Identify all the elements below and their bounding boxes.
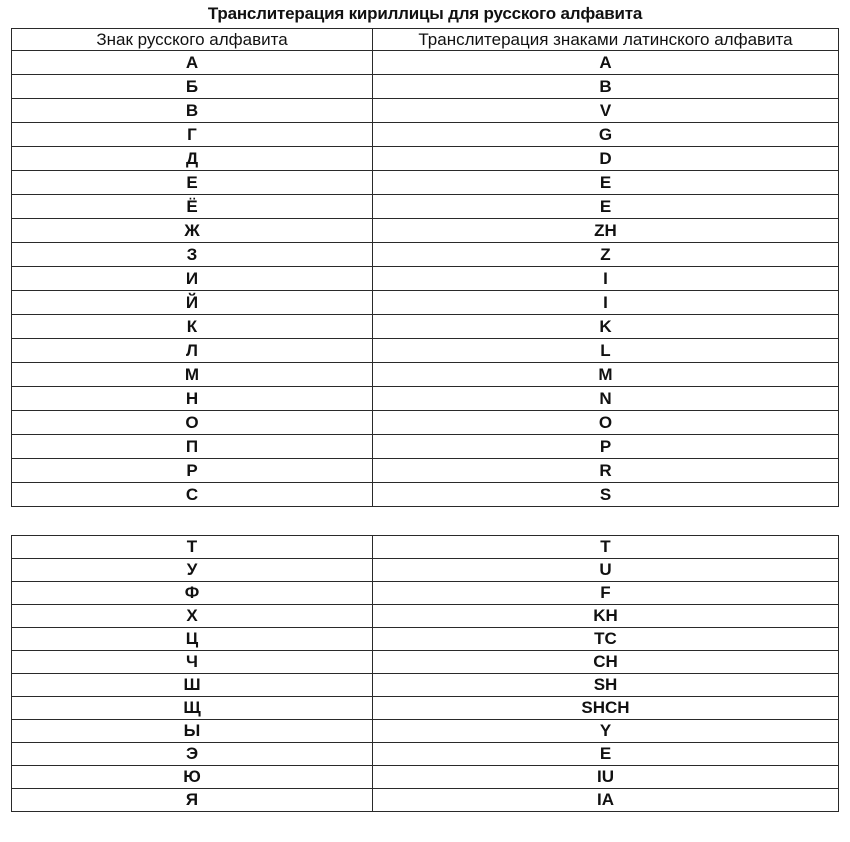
table-row — [12, 582, 839, 605]
table-row — [12, 363, 839, 387]
cyrillic-letter-cell: З — [12, 243, 373, 267]
table-row — [12, 435, 839, 459]
table-row — [12, 387, 839, 411]
table-row — [12, 628, 839, 651]
cyrillic-letter-cell: В — [12, 99, 373, 123]
cyrillic-letter-cell: Й — [12, 291, 373, 315]
latin-transliteration-cell: M — [373, 363, 839, 387]
cyrillic-letter-cell: Ч — [12, 651, 373, 674]
latin-transliteration-cell: L — [373, 339, 839, 363]
latin-transliteration-cell: Z — [373, 243, 839, 267]
cyrillic-letter-cell: П — [12, 435, 373, 459]
latin-transliteration-cell: CH — [373, 651, 839, 674]
latin-transliteration-cell: K — [373, 315, 839, 339]
table-row — [12, 605, 839, 628]
column-header-latin: Транслитерация знаками латинского алфавита — [373, 29, 839, 51]
table-row — [12, 267, 839, 291]
table-row — [12, 766, 839, 789]
latin-transliteration-cell: S — [373, 483, 839, 507]
latin-transliteration-cell: O — [373, 411, 839, 435]
table-row — [12, 171, 839, 195]
cyrillic-letter-cell: Л — [12, 339, 373, 363]
latin-transliteration-cell: E — [373, 195, 839, 219]
cyrillic-letter-cell: Ё — [12, 195, 373, 219]
page-title: Транслитерация кириллицы для русского алфавита — [207, 4, 643, 23]
cyrillic-letter-cell: Ы — [12, 720, 373, 743]
cyrillic-letter-cell: У — [12, 559, 373, 582]
latin-transliteration-cell: I — [373, 267, 839, 291]
table-row — [12, 720, 839, 743]
latin-transliteration-cell: V — [373, 99, 839, 123]
table-row — [12, 51, 839, 75]
latin-transliteration-cell: IA — [373, 789, 839, 812]
table-row — [12, 243, 839, 267]
cyrillic-letter-cell: И — [12, 267, 373, 291]
cyrillic-letter-cell: А — [12, 51, 373, 75]
cyrillic-letter-cell: Щ — [12, 697, 373, 720]
latin-transliteration-cell: I — [373, 291, 839, 315]
table-row — [12, 123, 839, 147]
latin-transliteration-cell: KH — [373, 605, 839, 628]
latin-transliteration-cell: U — [373, 559, 839, 582]
latin-transliteration-cell: F — [373, 582, 839, 605]
table-row — [12, 291, 839, 315]
table-row — [12, 195, 839, 219]
latin-transliteration-cell: P — [373, 435, 839, 459]
cyrillic-letter-cell: Е — [12, 171, 373, 195]
table-row — [12, 75, 839, 99]
latin-transliteration-cell: E — [373, 171, 839, 195]
cyrillic-letter-cell: М — [12, 363, 373, 387]
table-row — [12, 651, 839, 674]
table-row — [12, 483, 839, 507]
latin-transliteration-cell: T — [373, 536, 839, 559]
latin-transliteration-cell: IU — [373, 766, 839, 789]
latin-transliteration-cell: R — [373, 459, 839, 483]
cyrillic-letter-cell: Т — [12, 536, 373, 559]
table-row — [12, 219, 839, 243]
table-row — [12, 697, 839, 720]
cyrillic-letter-cell: Г — [12, 123, 373, 147]
latin-transliteration-cell: SHCH — [373, 697, 839, 720]
cyrillic-letter-cell: Я — [12, 789, 373, 812]
column-header-cyrillic: Знак русского алфавита — [12, 29, 373, 51]
table-row — [12, 99, 839, 123]
transliteration-table-part-1 — [11, 28, 839, 507]
latin-transliteration-cell: Y — [373, 720, 839, 743]
table-row — [12, 789, 839, 812]
table-row — [12, 743, 839, 766]
cyrillic-letter-cell: Р — [12, 459, 373, 483]
cyrillic-letter-cell: Д — [12, 147, 373, 171]
table-row — [12, 411, 839, 435]
latin-transliteration-cell: B — [373, 75, 839, 99]
cyrillic-letter-cell: К — [12, 315, 373, 339]
latin-transliteration-cell: G — [373, 123, 839, 147]
latin-transliteration-cell: TC — [373, 628, 839, 651]
cyrillic-letter-cell: Ц — [12, 628, 373, 651]
transliteration-table-part-2 — [11, 535, 839, 812]
latin-transliteration-cell: D — [373, 147, 839, 171]
cyrillic-letter-cell: Х — [12, 605, 373, 628]
cyrillic-letter-cell: С — [12, 483, 373, 507]
cyrillic-letter-cell: Э — [12, 743, 373, 766]
table-row — [12, 674, 839, 697]
latin-transliteration-cell: A — [373, 51, 839, 75]
cyrillic-letter-cell: Н — [12, 387, 373, 411]
table-row — [12, 559, 839, 582]
table-header-row — [12, 29, 839, 51]
cyrillic-letter-cell: Ю — [12, 766, 373, 789]
cyrillic-letter-cell: Ф — [12, 582, 373, 605]
latin-transliteration-cell: N — [373, 387, 839, 411]
latin-transliteration-cell: ZH — [373, 219, 839, 243]
table-row — [12, 536, 839, 559]
cyrillic-letter-cell: Б — [12, 75, 373, 99]
table-row — [12, 339, 839, 363]
table-row — [12, 459, 839, 483]
cyrillic-letter-cell: Ш — [12, 674, 373, 697]
cyrillic-letter-cell: Ж — [12, 219, 373, 243]
latin-transliteration-cell: E — [373, 743, 839, 766]
table-row — [12, 315, 839, 339]
latin-transliteration-cell: SH — [373, 674, 839, 697]
cyrillic-letter-cell: О — [12, 411, 373, 435]
table-row — [12, 147, 839, 171]
